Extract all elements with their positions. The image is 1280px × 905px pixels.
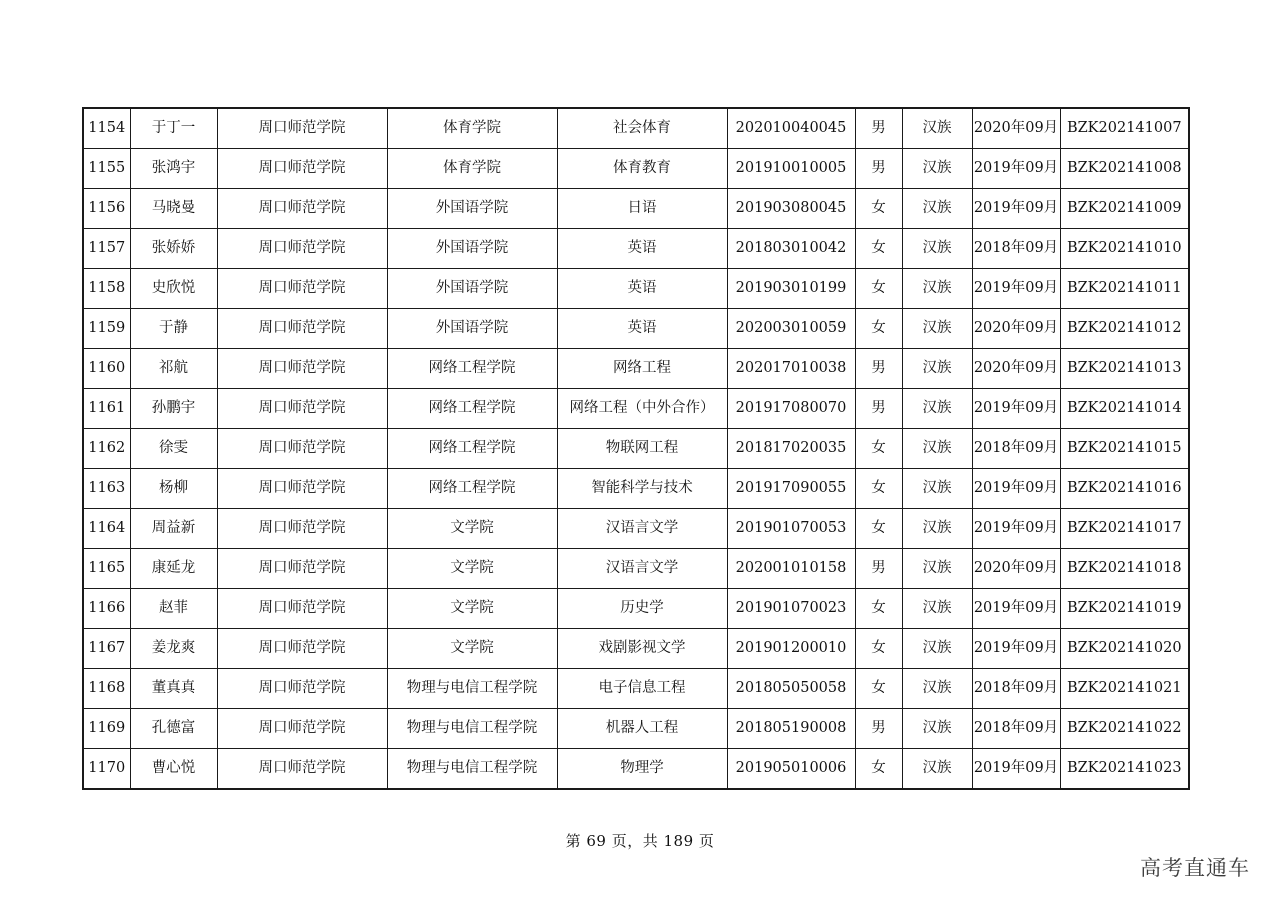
certificate-number-cell: BZK202141013 (1060, 349, 1189, 389)
major-cell: 历史学 (557, 589, 727, 629)
ethnicity-cell: 汉族 (902, 749, 972, 790)
page-indicator: 第 69 页，共 189 页 (565, 832, 715, 850)
student-id-cell: 202017010038 (727, 349, 855, 389)
table-row (83, 309, 1189, 349)
enrollment-date-cell: 2019年09月 (972, 469, 1060, 509)
name-cell: 史欣悦 (130, 269, 217, 309)
certificate-number-cell: BZK202141017 (1060, 509, 1189, 549)
major-cell: 英语 (557, 229, 727, 269)
table-row (83, 189, 1189, 229)
college-cell: 外国语学院 (387, 189, 557, 229)
ethnicity-cell: 汉族 (902, 309, 972, 349)
college-cell: 外国语学院 (387, 309, 557, 349)
ethnicity-cell: 汉族 (902, 108, 972, 149)
student-id-cell: 201901200010 (727, 629, 855, 669)
records-table (82, 107, 1190, 790)
certificate-number-cell: BZK202141012 (1060, 309, 1189, 349)
enrollment-date-cell: 2020年09月 (972, 349, 1060, 389)
ethnicity-cell: 汉族 (902, 709, 972, 749)
table-row (83, 629, 1189, 669)
certificate-number-cell: BZK202141022 (1060, 709, 1189, 749)
gender-cell: 男 (855, 709, 902, 749)
college-cell: 体育学院 (387, 149, 557, 189)
student-id-cell: 201905010006 (727, 749, 855, 790)
serial-number-cell: 1162 (83, 429, 130, 469)
school-cell: 周口师范学院 (217, 389, 387, 429)
name-cell: 周益新 (130, 509, 217, 549)
college-cell: 外国语学院 (387, 269, 557, 309)
student-id-cell: 201917080070 (727, 389, 855, 429)
school-cell: 周口师范学院 (217, 669, 387, 709)
college-cell: 文学院 (387, 509, 557, 549)
enrollment-date-cell: 2019年09月 (972, 629, 1060, 669)
college-cell: 文学院 (387, 549, 557, 589)
school-cell: 周口师范学院 (217, 309, 387, 349)
major-cell: 日语 (557, 189, 727, 229)
name-cell: 张鸿宇 (130, 149, 217, 189)
major-cell: 电子信息工程 (557, 669, 727, 709)
serial-number-cell: 1169 (83, 709, 130, 749)
school-cell: 周口师范学院 (217, 189, 387, 229)
school-cell: 周口师范学院 (217, 108, 387, 149)
school-cell: 周口师范学院 (217, 269, 387, 309)
name-cell: 于丁一 (130, 108, 217, 149)
name-cell: 徐雯 (130, 429, 217, 469)
table-row (83, 149, 1189, 189)
college-cell: 物理与电信工程学院 (387, 749, 557, 790)
student-id-cell: 202001010158 (727, 549, 855, 589)
watermark-logo: 高考直通车 (1140, 856, 1250, 880)
serial-number-cell: 1166 (83, 589, 130, 629)
enrollment-date-cell: 2019年09月 (972, 149, 1060, 189)
ethnicity-cell: 汉族 (902, 469, 972, 509)
ethnicity-cell: 汉族 (902, 149, 972, 189)
name-cell: 曹心悦 (130, 749, 217, 790)
ethnicity-cell: 汉族 (902, 669, 972, 709)
college-cell: 网络工程学院 (387, 469, 557, 509)
school-cell: 周口师范学院 (217, 149, 387, 189)
gender-cell: 女 (855, 309, 902, 349)
name-cell: 孔德富 (130, 709, 217, 749)
student-id-cell: 201917090055 (727, 469, 855, 509)
ethnicity-cell: 汉族 (902, 269, 972, 309)
gender-cell: 女 (855, 749, 902, 790)
certificate-number-cell: BZK202141016 (1060, 469, 1189, 509)
major-cell: 汉语言文学 (557, 549, 727, 589)
table-row (83, 509, 1189, 549)
table-row (83, 589, 1189, 629)
table-row (83, 349, 1189, 389)
gender-cell: 女 (855, 229, 902, 269)
certificate-number-cell: BZK202141014 (1060, 389, 1189, 429)
enrollment-date-cell: 2019年09月 (972, 269, 1060, 309)
gender-cell: 女 (855, 669, 902, 709)
serial-number-cell: 1156 (83, 189, 130, 229)
name-cell: 孙鹏宇 (130, 389, 217, 429)
gender-cell: 男 (855, 389, 902, 429)
table-row (83, 709, 1189, 749)
major-cell: 物联网工程 (557, 429, 727, 469)
certificate-number-cell: BZK202141018 (1060, 549, 1189, 589)
table-row (83, 229, 1189, 269)
serial-number-cell: 1159 (83, 309, 130, 349)
name-cell: 康延龙 (130, 549, 217, 589)
name-cell: 董真真 (130, 669, 217, 709)
student-id-cell: 201901070053 (727, 509, 855, 549)
student-id-cell: 202003010059 (727, 309, 855, 349)
serial-number-cell: 1161 (83, 389, 130, 429)
school-cell: 周口师范学院 (217, 469, 387, 509)
student-id-cell: 201903080045 (727, 189, 855, 229)
school-cell: 周口师范学院 (217, 349, 387, 389)
school-cell: 周口师范学院 (217, 629, 387, 669)
table-row (83, 429, 1189, 469)
serial-number-cell: 1155 (83, 149, 130, 189)
name-cell: 于静 (130, 309, 217, 349)
certificate-number-cell: BZK202141007 (1060, 108, 1189, 149)
major-cell: 汉语言文学 (557, 509, 727, 549)
major-cell: 网络工程（中外合作） (557, 389, 727, 429)
gender-cell: 女 (855, 469, 902, 509)
major-cell: 物理学 (557, 749, 727, 790)
major-cell: 戏剧影视文学 (557, 629, 727, 669)
certificate-number-cell: BZK202141008 (1060, 149, 1189, 189)
student-id-cell: 201805050058 (727, 669, 855, 709)
ethnicity-cell: 汉族 (902, 349, 972, 389)
school-cell: 周口师范学院 (217, 709, 387, 749)
enrollment-date-cell: 2020年09月 (972, 309, 1060, 349)
serial-number-cell: 1165 (83, 549, 130, 589)
college-cell: 物理与电信工程学院 (387, 709, 557, 749)
name-cell: 杨柳 (130, 469, 217, 509)
student-id-cell: 201903010199 (727, 269, 855, 309)
college-cell: 外国语学院 (387, 229, 557, 269)
gender-cell: 男 (855, 349, 902, 389)
major-cell: 机器人工程 (557, 709, 727, 749)
student-id-cell: 201805190008 (727, 709, 855, 749)
student-id-cell: 202010040045 (727, 108, 855, 149)
gender-cell: 男 (855, 108, 902, 149)
gender-cell: 女 (855, 269, 902, 309)
gender-cell: 女 (855, 429, 902, 469)
enrollment-date-cell: 2018年09月 (972, 709, 1060, 749)
ethnicity-cell: 汉族 (902, 429, 972, 469)
enrollment-date-cell: 2020年09月 (972, 108, 1060, 149)
major-cell: 英语 (557, 309, 727, 349)
student-id-cell: 201910010005 (727, 149, 855, 189)
table-row (83, 389, 1189, 429)
table-row (83, 108, 1189, 149)
certificate-number-cell: BZK202141009 (1060, 189, 1189, 229)
college-cell: 物理与电信工程学院 (387, 669, 557, 709)
ethnicity-cell: 汉族 (902, 389, 972, 429)
college-cell: 网络工程学院 (387, 349, 557, 389)
enrollment-date-cell: 2020年09月 (972, 549, 1060, 589)
enrollment-date-cell: 2019年09月 (972, 749, 1060, 790)
major-cell: 体育教育 (557, 149, 727, 189)
table-row (83, 669, 1189, 709)
ethnicity-cell: 汉族 (902, 549, 972, 589)
gender-cell: 男 (855, 549, 902, 589)
name-cell: 姜龙爽 (130, 629, 217, 669)
name-cell: 祁航 (130, 349, 217, 389)
college-cell: 网络工程学院 (387, 389, 557, 429)
enrollment-date-cell: 2019年09月 (972, 389, 1060, 429)
student-id-cell: 201817020035 (727, 429, 855, 469)
table-row (83, 269, 1189, 309)
major-cell: 英语 (557, 269, 727, 309)
enrollment-date-cell: 2019年09月 (972, 189, 1060, 229)
college-cell: 体育学院 (387, 108, 557, 149)
college-cell: 文学院 (387, 629, 557, 669)
gender-cell: 男 (855, 149, 902, 189)
ethnicity-cell: 汉族 (902, 229, 972, 269)
gender-cell: 女 (855, 189, 902, 229)
ethnicity-cell: 汉族 (902, 629, 972, 669)
certificate-number-cell: BZK202141020 (1060, 629, 1189, 669)
table-row (83, 549, 1189, 589)
table-row (83, 749, 1189, 790)
enrollment-date-cell: 2018年09月 (972, 669, 1060, 709)
school-cell: 周口师范学院 (217, 589, 387, 629)
serial-number-cell: 1164 (83, 509, 130, 549)
college-cell: 网络工程学院 (387, 429, 557, 469)
enrollment-date-cell: 2019年09月 (972, 509, 1060, 549)
certificate-number-cell: BZK202141023 (1060, 749, 1189, 790)
certificate-number-cell: BZK202141015 (1060, 429, 1189, 469)
school-cell: 周口师范学院 (217, 549, 387, 589)
serial-number-cell: 1158 (83, 269, 130, 309)
table-row (83, 469, 1189, 509)
gender-cell: 女 (855, 589, 902, 629)
school-cell: 周口师范学院 (217, 229, 387, 269)
serial-number-cell: 1168 (83, 669, 130, 709)
serial-number-cell: 1160 (83, 349, 130, 389)
school-cell: 周口师范学院 (217, 429, 387, 469)
serial-number-cell: 1157 (83, 229, 130, 269)
school-cell: 周口师范学院 (217, 749, 387, 790)
serial-number-cell: 1163 (83, 469, 130, 509)
major-cell: 社会体育 (557, 108, 727, 149)
ethnicity-cell: 汉族 (902, 509, 972, 549)
major-cell: 网络工程 (557, 349, 727, 389)
gender-cell: 女 (855, 629, 902, 669)
student-id-cell: 201803010042 (727, 229, 855, 269)
serial-number-cell: 1167 (83, 629, 130, 669)
school-cell: 周口师范学院 (217, 509, 387, 549)
certificate-number-cell: BZK202141010 (1060, 229, 1189, 269)
ethnicity-cell: 汉族 (902, 589, 972, 629)
gender-cell: 女 (855, 509, 902, 549)
enrollment-date-cell: 2018年09月 (972, 229, 1060, 269)
name-cell: 张娇娇 (130, 229, 217, 269)
student-id-cell: 201901070023 (727, 589, 855, 629)
enrollment-date-cell: 2019年09月 (972, 589, 1060, 629)
name-cell: 赵菲 (130, 589, 217, 629)
ethnicity-cell: 汉族 (902, 189, 972, 229)
certificate-number-cell: BZK202141019 (1060, 589, 1189, 629)
serial-number-cell: 1154 (83, 108, 130, 149)
certificate-number-cell: BZK202141011 (1060, 269, 1189, 309)
major-cell: 智能科学与技术 (557, 469, 727, 509)
serial-number-cell: 1170 (83, 749, 130, 790)
college-cell: 文学院 (387, 589, 557, 629)
enrollment-date-cell: 2018年09月 (972, 429, 1060, 469)
name-cell: 马晓曼 (130, 189, 217, 229)
certificate-number-cell: BZK202141021 (1060, 669, 1189, 709)
